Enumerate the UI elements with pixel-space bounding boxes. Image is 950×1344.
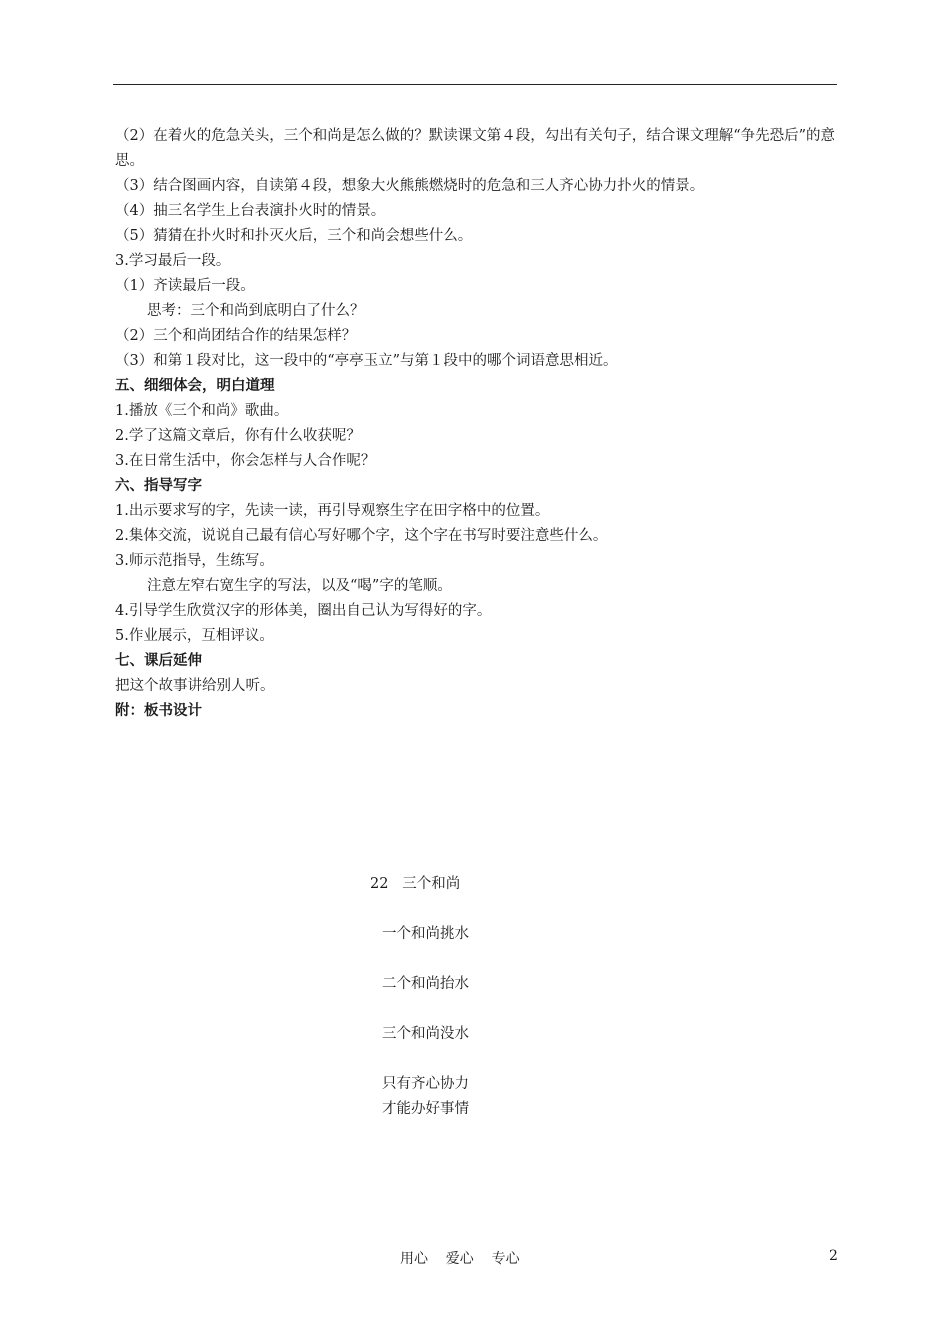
paragraph: （3）和第１段对比，这一段中的“亭亭玉立”与第１段中的哪个词语意思相近。 <box>115 353 618 369</box>
paragraph: （2）三个和尚团结合作的结果怎样？ <box>115 328 357 344</box>
paragraph: （1）齐读最后一段。 <box>115 278 255 294</box>
board-line: 只有齐心协力 <box>382 1076 469 1092</box>
paragraph: 把这个故事讲给别人听。 <box>115 678 275 694</box>
header-rule <box>113 84 837 85</box>
board-line: 二个和尚抬水 <box>382 976 469 992</box>
board-line: 才能办好事情 <box>382 1101 469 1117</box>
blackboard-design <box>370 872 469 1122</box>
paragraph: 思考：三个和尚到底明白了什么？ <box>147 303 365 319</box>
paragraph: 1.播放《三个和尚》歌曲。 <box>115 403 289 419</box>
paragraph: 3.师示范指导，生练写。 <box>115 553 274 569</box>
paragraph: 注意左窄右宽生字的写法，以及“喝”字的笔顺。 <box>147 578 452 594</box>
paragraph: （2）在着火的危急关头，三个和尚是怎么做的？默读课文第４段，勾出有关句子，结合课文理解“争先恐后”的意思。 <box>115 128 836 169</box>
paragraph: 4.引导学生欣赏汉字的形体美，圈出自己认为写得好的字。 <box>115 603 492 619</box>
paragraph: （5）猜猜在扑火时和扑灭火后，三个和尚会想些什么。 <box>115 228 473 244</box>
paragraph: （4）抽三名学生上台表演扑火时的情景。 <box>115 203 386 219</box>
paragraph: 1.出示要求写的字，先读一读，再引导观察生字在田字格中的位置。 <box>115 503 550 519</box>
paragraph: 3.在日常生活中，你会怎样与人合作呢？ <box>115 453 376 469</box>
section-heading: 附：板书设计 <box>115 703 202 719</box>
board-title: 22 三个和尚 <box>370 876 461 892</box>
page-number: 2 <box>829 1248 838 1264</box>
paragraph: 5.作业展示，互相评议。 <box>115 628 274 644</box>
paragraph: 2.集体交流，说说自己最有信心写好哪个字，这个字在书写时要注意些什么。 <box>115 528 608 544</box>
section-heading: 五、细细体会，明白道理 <box>115 378 275 394</box>
board-line: 一个和尚挑水 <box>382 926 469 942</box>
footer-motto: 用心 爱心 专心 <box>400 1251 520 1267</box>
section-heading: 七、课后延伸 <box>115 653 202 669</box>
document-body <box>115 124 840 724</box>
paragraph: （3）结合图画内容，自读第４段，想象大火熊熊燃烧时的危急和三人齐心协力扑火的情景。 <box>115 178 705 194</box>
section-heading: 六、指导写字 <box>115 478 202 494</box>
board-line: 三个和尚没水 <box>382 1026 469 1042</box>
paragraph: 3.学习最后一段。 <box>115 253 231 269</box>
paragraph: 2.学了这篇文章后，你有什么收获呢？ <box>115 428 361 444</box>
